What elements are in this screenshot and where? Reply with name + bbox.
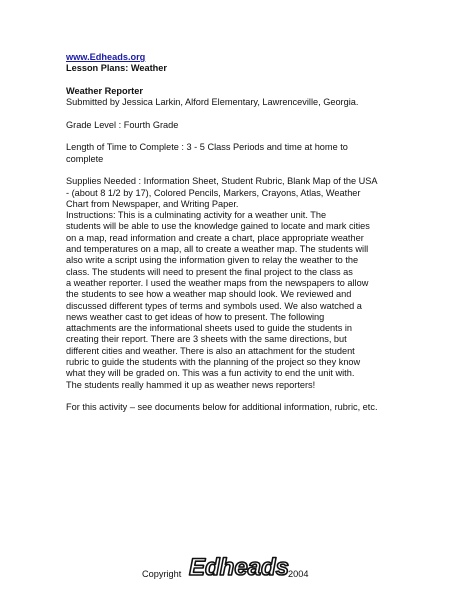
copyright-year: 2004 bbox=[288, 569, 309, 579]
document-page bbox=[66, 52, 406, 414]
body-line: - (about 8 1/2 by 17), Colored Pencils, Markers, Crayons, Atlas, Weather bbox=[66, 187, 361, 198]
body-line: discussed different types of terms and symbols used. We also watched a bbox=[66, 300, 362, 311]
page-footer bbox=[0, 540, 464, 590]
edheads-site-link[interactable]: www.Edheads.org bbox=[66, 52, 146, 62]
section-title: Lesson Plans: Weather bbox=[66, 63, 167, 74]
copyright-label: Copyright bbox=[142, 569, 182, 579]
body-line: Chart from Newspaper, and Writing Paper. bbox=[66, 198, 239, 209]
body-line: the students to see how a weather map should look. We reviewed and bbox=[66, 289, 352, 300]
lesson-body bbox=[66, 176, 406, 391]
body-line: what they will be graded on. This was a fun activity to end the unit with. bbox=[66, 368, 355, 379]
body-line: a weather reporter. I used the weather maps from the newspapers to allow bbox=[66, 277, 369, 288]
spacer bbox=[66, 131, 406, 142]
edheads-logo bbox=[188, 542, 290, 586]
spacer bbox=[66, 75, 406, 86]
logo-text: Edheads bbox=[188, 554, 290, 581]
length-line-1: Length of Time to Complete : 3 - 5 Class Periods and time at home to bbox=[66, 142, 348, 153]
body-line: different cities and weather. There is also an attachment for the student bbox=[66, 345, 355, 356]
spacer bbox=[66, 391, 406, 402]
body-line: rubric to guide the students with the planning of the project so they know bbox=[66, 357, 361, 368]
submitted-by: Submitted by Jessica Larkin, Alford Elementary, Lawrenceville, Georgia. bbox=[66, 97, 359, 108]
length-line-2: complete bbox=[66, 153, 104, 164]
body-line: class. The students will need to present the final project to the class as bbox=[66, 266, 353, 277]
body-line: students will be able to use the knowledge gained to locate and mark cities bbox=[66, 221, 370, 232]
body-line: Instructions: This is a culminating activity for a weather unit. The bbox=[66, 210, 327, 221]
body-line: and temperatures on a map, all to create a weather map. The students will bbox=[66, 244, 369, 255]
body-line: news weather cast to get ideas of how to present. The following bbox=[66, 311, 325, 322]
body-line: on a map, read information and create a chart, place appropriate weather bbox=[66, 232, 364, 243]
lesson-title: Weather Reporter bbox=[66, 85, 143, 96]
body-line: also write a script using the information given to relay the weather to the bbox=[66, 255, 359, 266]
body-line: Supplies Needed : Information Sheet, Student Rubric, Blank Map of the USA bbox=[66, 176, 378, 187]
body-line: The students really hammed it up as weather news reporters! bbox=[66, 379, 316, 390]
closing-note: For this activity – see documents below for additional information, rubric, etc. bbox=[66, 402, 378, 413]
body-line: creating their report. There are 3 sheets with the same directions, but bbox=[66, 334, 347, 345]
spacer bbox=[66, 108, 406, 119]
spacer bbox=[66, 165, 406, 176]
grade-level: Grade Level : Fourth Grade bbox=[66, 119, 179, 130]
body-line: attachments are the informational sheets used to guide the students in bbox=[66, 323, 353, 334]
